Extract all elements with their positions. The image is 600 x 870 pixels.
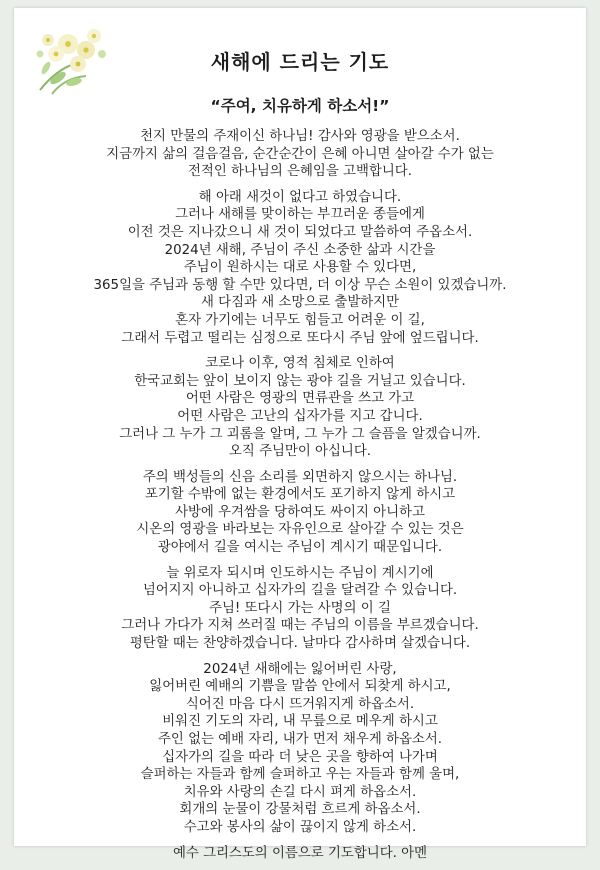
prayer-line: 식어진 마음 다시 뜨거워지게 하옵소서. (185, 696, 415, 712)
prayer-line: 주님! 또다시 가는 사명의 이 길 (209, 600, 391, 616)
prayer-line: 오직 주님만이 아십니다. (228, 444, 372, 460)
prayer-body (14, 128, 586, 870)
page-title: 새해에 드리는 기도 (210, 50, 390, 74)
prayer-line: 한국교회는 앞이 보이지 않는 광야 길을 거닐고 있습니다. (134, 373, 466, 389)
prayer-line: 늘 위로자 되시며 인도하시는 주님이 계시기에 (166, 565, 434, 581)
prayer-line: 해 아래 새것이 없다고 하였습니다. (198, 189, 402, 205)
prayer-line: 비워진 기도의 자리, 내 무릎으로 메우게 하시고 (162, 714, 438, 730)
prayer-line: 새 다짐과 새 소망으로 출발하지만 (200, 295, 400, 311)
prayer-line: 코로나 이후, 영적 침체로 인하여 (205, 356, 395, 372)
page-subtitle: “주여, 치유하게 하소서!” (210, 97, 390, 115)
prayer-line: 수고와 봉사의 삶이 끊이지 않게 하소서. (183, 819, 417, 835)
prayer-stanza (14, 845, 586, 863)
prayer-stanza (14, 661, 586, 837)
prayer-line: 주님이 원하시는 대로 사용할 수 있다면, (183, 260, 417, 276)
prayer-line: 이전 것은 지나갔으니 새 것이 되었다고 말씀하여 주옵소서. (127, 224, 473, 240)
prayer-stanza (14, 355, 586, 461)
prayer-stanza (14, 565, 586, 653)
prayer-line: 365일을 주님과 동행 할 수만 있다면, 더 이상 무슨 소원이 있겠습니까. (93, 277, 507, 293)
prayer-line: 예수 그리스도의 이름으로 기도합니다. 아멘 (172, 845, 428, 861)
prayer-line: 사방에 우겨쌈을 당하여도 싸이지 아니하고 (175, 504, 425, 520)
prayer-line: 포기할 수밖에 없는 환경에서도 포기하지 않게 하시고 (144, 487, 456, 503)
prayer-stanza (14, 128, 586, 181)
prayer-line: 전적인 하나님의 은혜임을 고백합니다. (188, 164, 412, 180)
prayer-line: 어떤 사람은 고난의 십자가를 지고 갑니다. (177, 408, 423, 424)
prayer-stanza (14, 189, 586, 347)
prayer-line: 슬퍼하는 자들과 함께 슬퍼하고 우는 자들과 함께 울며, (140, 767, 460, 783)
prayer-line: 지금까지 삶의 걸음걸음, 순간순간이 은혜 아니면 살아갈 수가 없는 (106, 146, 494, 162)
prayer-line: 회개의 눈물이 강물처럼 흐르게 하옵소서. (179, 802, 421, 818)
prayer-line: 평탄할 때는 찬양하겠습니다. 날마다 감사하며 살겠습니다. (129, 636, 471, 652)
prayer-line: 2024년 새해, 주님이 주신 소중한 삶과 시간을 (164, 242, 436, 258)
prayer-line: 혼자 가기에는 너무도 힘들고 어려운 이 길, (175, 312, 425, 328)
prayer-line: 십자가의 길을 따라 더 낮은 곳을 향하여 나가며 (162, 749, 438, 765)
prayer-line: 천지 만물의 주재이신 하나님! 감사와 영광을 받으소서. (140, 129, 460, 144)
prayer-line: 넘어지지 아니하고 십자가의 길을 달려갈 수 있습니다. (142, 583, 458, 599)
prayer-line: 그래서 두렵고 떨리는 심정으로 또다시 주님 앞에 엎드립니다. (121, 330, 479, 346)
prayer-stanza (14, 469, 586, 557)
prayer-line: 잃어버린 예배의 기쁨을 말씀 안에서 되찾게 하시고, (149, 679, 451, 695)
prayer-line: 치유와 사랑의 손길 다시 펴게 하옵소서. (183, 784, 417, 800)
prayer-line: 그러나 새해를 맞이하는 부끄러운 종들에게 (175, 207, 425, 223)
prayer-page (14, 8, 586, 861)
prayer-line: 2024년 새해에는 잃어버린 사랑, (203, 661, 397, 677)
prayer-line: 광야에서 길을 여시는 주님이 계시기 때문입니다. (157, 540, 443, 556)
prayer-line: 주의 백성들의 신음 소리를 외면하지 않으시는 하나님. (142, 469, 458, 485)
prayer-line: 어떤 사람은 영광의 면류관을 쓰고 가고 (185, 391, 415, 407)
prayer-line: 그러나 가다가 지쳐 쓰러질 때는 주님의 이름을 부르겠습니다. (121, 618, 479, 634)
prayer-line: 그러나 그 누가 그 괴롬을 알며, 그 누가 그 슬픔을 알겠습니까. (119, 426, 481, 442)
prayer-line: 시온의 영광을 바라보는 자유인으로 살아갈 수 있는 것은 (136, 522, 464, 538)
prayer-line: 주인 없는 예배 자리, 내가 먼저 채우게 하옵소서. (157, 732, 443, 747)
